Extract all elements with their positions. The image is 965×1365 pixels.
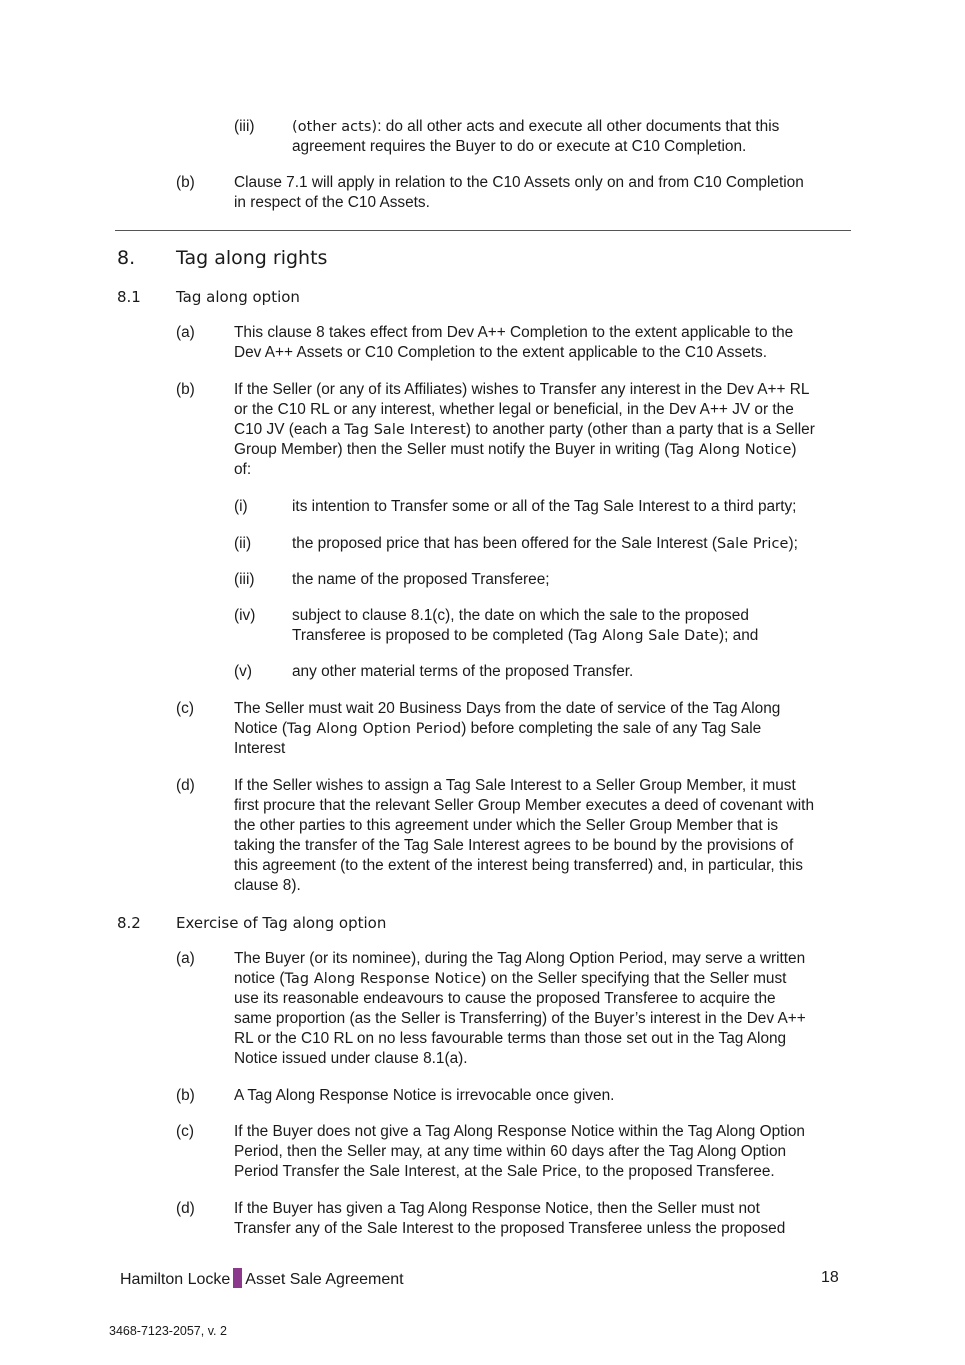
paragraph-line: same proportion (as the Seller is Transferring) of the Buyer’s interest in the Dev A++	[234, 1010, 806, 1027]
item-number: (iii)	[234, 571, 255, 588]
paragraph-line: Clause 7.1 will apply in relation to the C10 Assets only on and from C10 Completion	[234, 174, 804, 191]
paragraph-line: If the Seller (or any of its Affiliates) wishes to Transfer any interest in the Dev A++ RL	[234, 381, 810, 398]
paragraph-line	[234, 719, 761, 739]
paragraph-line: taking the transfer of the Tag Sale Interest agrees to be bound by the provisions of	[234, 837, 794, 854]
paragraph-line: agreement requires the Buyer to do or execute at C10 Completion.	[292, 138, 747, 155]
paragraph-line: This clause 8 takes effect from Dev A++ Completion to the extent applicable to the	[234, 324, 794, 341]
paragraph-line: Dev A++ Assets or C10 Completion to the extent applicable to the C10 Assets.	[234, 344, 767, 361]
line-text: Notice (	[234, 720, 288, 737]
section-title: Tag along rights	[176, 247, 328, 269]
subsection-number: 8.1	[117, 288, 141, 306]
item-number: (i)	[234, 498, 248, 515]
item-number: (b)	[176, 174, 195, 191]
item-number: (d)	[176, 1200, 195, 1217]
paragraph-line: The Buyer (or its nominee), during the Tag Along Option Period, may serve a written	[234, 950, 806, 967]
page-footer	[120, 1268, 404, 1290]
paragraph-line: of:	[234, 461, 252, 478]
item-number: (b)	[176, 1087, 195, 1104]
document-title: Asset Sale Agreement	[245, 1271, 404, 1288]
line-text: C10 JV (each a	[234, 421, 345, 438]
paragraph-line: any other material terms of the proposed Transfer.	[292, 663, 634, 680]
subsection-title: Exercise of Tag along option	[176, 914, 387, 932]
subsection-number: 8.2	[117, 914, 141, 932]
line-text: Group Member) then the Seller must notify the Buyer in writing (	[234, 441, 670, 458]
paragraph-line: RL or the C10 RL on no less favourable terms than those set out in the Tag Along	[234, 1030, 787, 1047]
paragraph-line: If the Buyer does not give a Tag Along Response Notice within the Tag Along Option	[234, 1123, 805, 1140]
item-number: (a)	[176, 324, 195, 341]
brand-marker	[233, 1268, 242, 1288]
paragraph-line: in respect of the C10 Assets.	[234, 194, 430, 211]
item-number: (b)	[176, 381, 195, 398]
paragraph-line: clause 8).	[234, 877, 301, 894]
paragraph-line	[234, 420, 815, 440]
page-number: 18	[821, 1269, 839, 1286]
paragraph-line: subject to clause 8.1(c), the date on which the sale to the proposed	[292, 607, 749, 624]
defined-term: Sale Price	[716, 536, 789, 552]
paragraph-line	[292, 534, 798, 554]
paragraph-line: A Tag Along Response Notice is irrevocable once given.	[234, 1087, 615, 1104]
paragraph-line: If the Buyer has given a Tag Along Response Notice, then the Seller must not	[234, 1200, 760, 1217]
section-divider	[115, 230, 851, 231]
line-text: : do all other acts and execute all other documents that this	[377, 118, 780, 135]
paragraph-line	[234, 969, 786, 989]
item-number: (iii)	[234, 118, 255, 135]
line-text: ) to another party (other than a party that is a Seller	[465, 421, 815, 438]
paragraph-line	[292, 626, 758, 646]
defined-term: Tag Along Option Period	[287, 721, 462, 737]
paragraph-line: Notice issued under clause 8.1(a).	[234, 1050, 468, 1067]
line-text: Transferee is proposed to be completed (	[292, 627, 573, 644]
line-text: )	[791, 441, 797, 458]
defined-term: Tag Along Sale Date	[572, 628, 719, 644]
paragraph-line: first procure that the relevant Seller Group Member executes a deed of covenant with	[234, 797, 815, 814]
paragraph-line: its intention to Transfer some or all of the Tag Sale Interest to a third party;	[292, 498, 797, 515]
paragraph-line: Period, then the Seller may, at any time within 60 days after the Tag Along Option	[234, 1143, 787, 1160]
paragraph-line: Interest	[234, 740, 286, 757]
paragraph-line	[234, 440, 797, 460]
firm-name: Hamilton Locke	[120, 1271, 231, 1288]
subsection-title: Tag along option	[176, 288, 300, 306]
line-text: );	[788, 535, 798, 552]
paragraph-line: Transfer any of the Sale Interest to the proposed Transferee unless the proposed	[234, 1220, 786, 1237]
line-text: ) on the Seller specifying that the Seller must	[481, 970, 787, 987]
paragraph-line: Period Transfer the Sale Interest, at the Sale Price, to the proposed Transferee.	[234, 1163, 775, 1180]
item-number: (a)	[176, 950, 195, 967]
defined-term: Tag Along Response Notice	[284, 971, 482, 987]
document-id: 3468-7123-2057, v. 2	[109, 1324, 227, 1338]
item-number: (d)	[176, 777, 195, 794]
section-number: 8.	[117, 247, 136, 269]
paragraph-line: this agreement (to the extent of the interest being transferred) and, in particular, this	[234, 857, 803, 874]
line-text: ) before completing the sale of any Tag Sale	[461, 720, 762, 737]
paragraph-line: The Seller must wait 20 Business Days from the date of service of the Tag Along	[234, 700, 781, 717]
item-number: (v)	[234, 663, 252, 680]
defined-term: Tag Sale Interest	[344, 422, 466, 438]
defined-term: (other acts)	[292, 119, 378, 135]
defined-term: Tag Along Notice	[669, 442, 792, 458]
item-number: (ii)	[234, 535, 252, 552]
paragraph-line: use its reasonable endeavours to cause the proposed Transferee to acquire the	[234, 990, 776, 1007]
paragraph-line: or the C10 RL or any interest, whether legal or beneficial, in the Dev A++ JV or the	[234, 401, 794, 418]
paragraph-line: the other parties to this agreement under which the Seller Group Member that is	[234, 817, 779, 834]
paragraph-line: If the Seller wishes to assign a Tag Sale Interest to a Seller Group Member, it must	[234, 777, 796, 794]
line-text: notice (	[234, 970, 285, 987]
line-text: ); and	[718, 627, 759, 644]
item-number: (c)	[176, 1123, 194, 1140]
item-number: (c)	[176, 700, 194, 717]
paragraph-line	[292, 117, 779, 137]
item-number: (iv)	[234, 607, 256, 624]
line-text: the proposed price that has been offered for the Sale Interest (	[292, 535, 717, 552]
paragraph-line: the name of the proposed Transferee;	[292, 571, 550, 588]
